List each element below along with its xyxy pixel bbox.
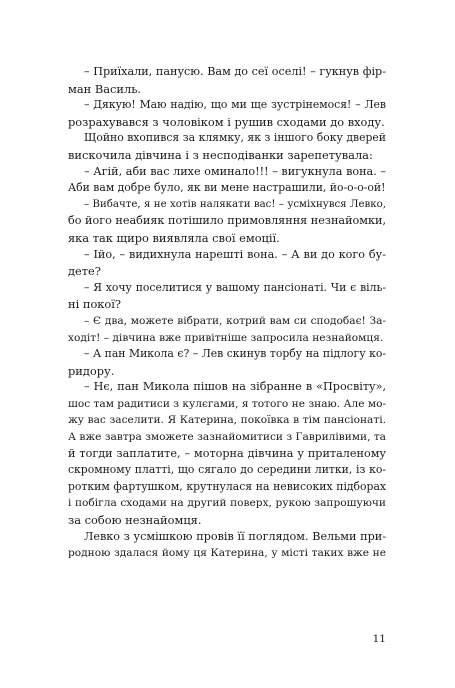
text-line: ман Василь.: [68, 81, 142, 96]
text-line: – А пан Микола є? – Лев скинув торбу на підлогу ко-: [84, 347, 386, 361]
text-line: – Дякую! Маю надію, що ми ще зустрінемося! – Лев: [84, 98, 386, 112]
text-line: яка так щиро виявляла свої емоції.: [68, 230, 280, 245]
text-line: жу вас заселити. Я Катерина, покоївка в тім пансіонаті.: [68, 414, 386, 427]
text-line: Щойно вхопився за клямку, як з іншого боку дверей: [84, 131, 386, 145]
text-line: ридору.: [68, 363, 115, 378]
text-line: дете?: [68, 264, 101, 279]
text-line: бо його неабияк потішило примовляння незнайомки,: [68, 214, 386, 228]
text-line: скромному платті, що сягало до середини литки, із ко-: [68, 463, 386, 477]
text-line: – Я хочу поселитися у вашому пансіонаті. Чи є віль-: [84, 280, 386, 294]
text-line: за собою незнайомця.: [68, 513, 202, 528]
body-text: [68, 64, 386, 562]
text-line: – Агій, аби вас лихе оминало!!! – вигукнула вона. –: [84, 164, 386, 178]
text-line: ротким фартушком, крутнулася на невисоких підборах: [68, 479, 386, 493]
text-line: й тогди заплатите, – моторна дівчина у приталеному: [68, 446, 386, 460]
text-line: Аби вам добре було, як ви мене настрашили, йо-о-о-ой!: [68, 181, 386, 195]
text-line: А вже завтра зможете зазнайомитиси з Гаврилівими, та: [68, 431, 386, 444]
text-line: ні покої?: [68, 297, 122, 312]
text-line: – Нє, пан Микола пішов на зібранне в «Просвіту»,: [84, 380, 386, 394]
text-line: і побігла сходами на другий поверх, рукою запрошуючи: [68, 497, 386, 510]
text-line: – Є два, можете вібрати, котрий вам си сподобає! За-: [84, 314, 386, 327]
text-line: ходіт! – дівчина вже привітніше запросила незнайомця.: [68, 331, 384, 344]
text-line: розрахувався з чоловіком і рушив сходами до входу.: [68, 114, 385, 129]
page-number: 11: [372, 633, 386, 645]
text-line: – Ійо, – видихнула нарешті вона. – А ви до кого бу-: [84, 247, 386, 261]
text-line: – Приїхали, панусю. Вам до сеї оселі! – гукнув фір-: [84, 65, 386, 78]
text-line: вискочила дівчина і з несподіванки зарепетувала:: [68, 147, 373, 162]
text-line: – Вибачте, я не хотів налякати вас! – усміхнувся Левко,: [84, 198, 386, 210]
text-line: родною здалася йому ця Катерина, у місті таких вже не: [68, 547, 386, 560]
text-line: Левко з усмішкою провів її поглядом. Вельми при-: [84, 529, 386, 543]
text-line: шос там радитиси з кулєгами, я тотого не знаю. Але мо-: [68, 397, 387, 410]
